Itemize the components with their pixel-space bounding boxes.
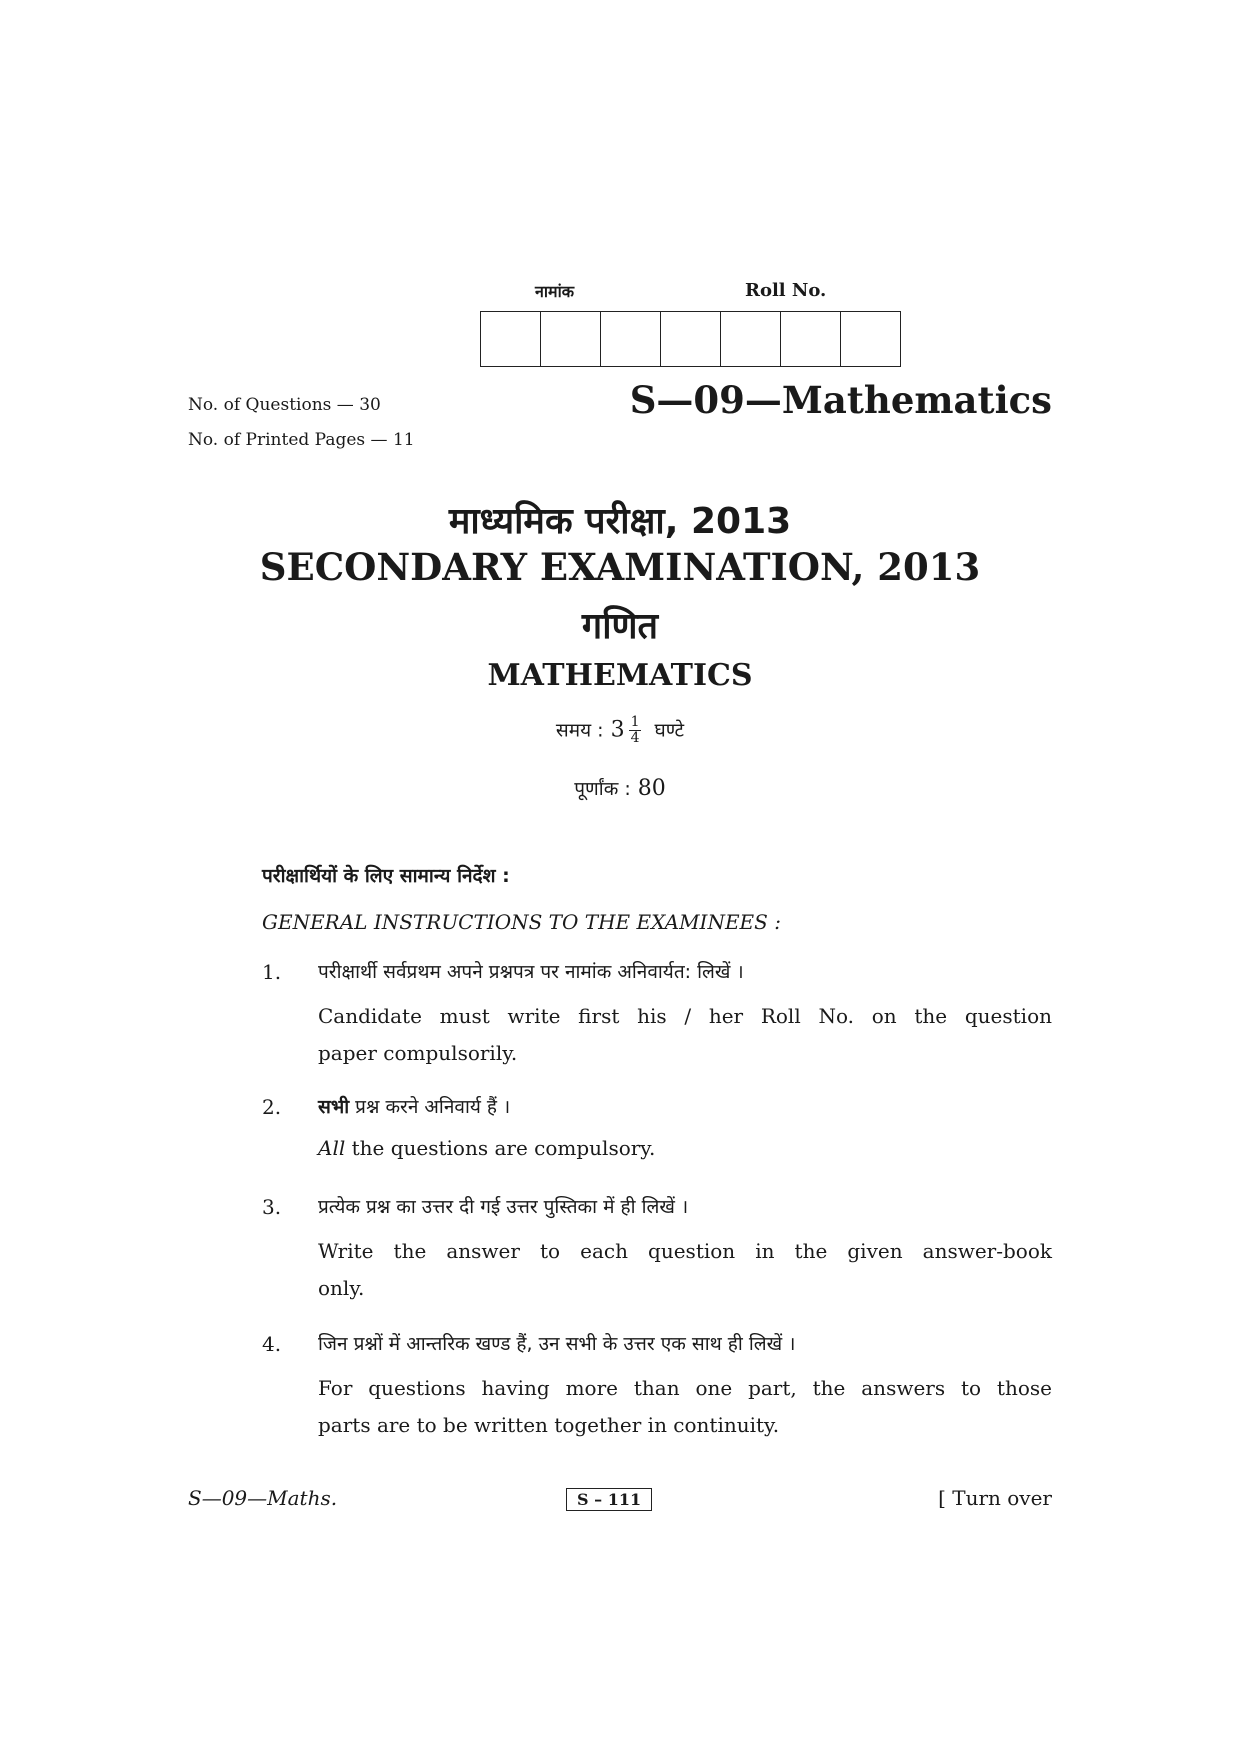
instruction-english-emphasis: All	[318, 1136, 346, 1160]
instruction-hindi	[318, 1093, 510, 1119]
time-fraction	[629, 715, 642, 746]
instructions-heading-english: GENERAL INSTRUCTIONS TO THE EXAMINEES :	[262, 910, 781, 934]
instruction-english-rest: the questions are compulsory.	[345, 1136, 656, 1160]
roll-label-hindi: नामांक	[535, 282, 575, 301]
instruction-english-line: Candidate must write first his / her Roll No. on the question	[318, 1004, 1052, 1028]
instruction-english	[318, 998, 1052, 1072]
maximum-marks	[0, 775, 1240, 801]
instruction-english	[318, 1370, 1052, 1444]
instructions-heading-hindi: परीक्षार्थियों के लिए सामान्य निर्देश :	[262, 865, 510, 887]
instruction-hindi-rest: प्रश्न करने अनिवार्य हैं ।	[355, 1096, 511, 1118]
roll-number-box[interactable]	[781, 312, 841, 366]
instruction-english	[318, 1130, 1052, 1167]
roll-number-box[interactable]	[481, 312, 541, 366]
instruction-english-line: Write the answer to each question in the given answer-book	[318, 1239, 1052, 1263]
instruction-number: 1.	[262, 960, 282, 984]
paper-code: S—09—Mathematics	[629, 378, 1052, 422]
time-whole: 3	[610, 717, 625, 743]
roll-number-box[interactable]	[721, 312, 781, 366]
roll-number-box[interactable]	[661, 312, 721, 366]
roll-label-english: Roll No.	[745, 280, 827, 301]
fraction-numerator: 1	[630, 714, 640, 730]
instruction-hindi: परीक्षार्थी सर्वप्रथम अपने प्रश्नपत्र पर नामांक अनिवार्यत: लिखें ।	[318, 961, 744, 983]
instruction-english-line: only.	[318, 1276, 365, 1300]
time-unit: घण्टे	[654, 719, 685, 742]
subject-title-hindi: गणित	[581, 606, 659, 647]
instruction-hindi: प्रत्येक प्रश्न का उत्तर दी गई उत्तर पुस्तिका में ही लिखें ।	[318, 1196, 689, 1218]
instruction-number: 4.	[262, 1332, 282, 1356]
time-label: समय :	[555, 719, 604, 742]
instruction-english	[318, 1233, 1052, 1307]
instruction-hindi-emphasis: सभी	[318, 1096, 350, 1118]
instruction-number: 3.	[262, 1195, 282, 1219]
footer-series-code: S – 111	[566, 1488, 652, 1511]
roll-number-box[interactable]	[841, 312, 900, 366]
exam-title-english: SECONDARY EXAMINATION, 2013	[259, 545, 981, 589]
number-of-questions: No. of Questions — 30	[188, 395, 381, 415]
marks-label: पूर्णांक :	[574, 778, 631, 800]
instruction-english-line: parts are to be written together in continuity.	[318, 1413, 780, 1437]
turn-over-note: [ Turn over	[938, 1486, 1052, 1510]
subject-title-english: MATHEMATICS	[487, 658, 753, 693]
instruction-english-line: For questions having more than one part, the answers to those	[318, 1376, 1052, 1400]
footer-paper-code: S—09—Maths.	[188, 1486, 338, 1510]
exam-title-hindi: माध्यमिक परीक्षा, 2013	[448, 501, 792, 542]
instruction-number: 2.	[262, 1095, 282, 1119]
fraction-denominator: 4	[630, 730, 640, 746]
time-allowed	[0, 715, 1240, 746]
roll-number-grid	[480, 311, 901, 367]
roll-number-box[interactable]	[541, 312, 601, 366]
instruction-english-line: paper compulsorily.	[318, 1041, 518, 1065]
instruction-hindi: जिन प्रश्नों में आन्तरिक खण्ड हैं, उन सभी के उत्तर एक साथ ही लिखें ।	[318, 1333, 796, 1355]
number-of-pages: No. of Printed Pages — 11	[188, 430, 415, 450]
roll-number-box[interactable]	[601, 312, 661, 366]
marks-value: 80	[637, 776, 666, 801]
